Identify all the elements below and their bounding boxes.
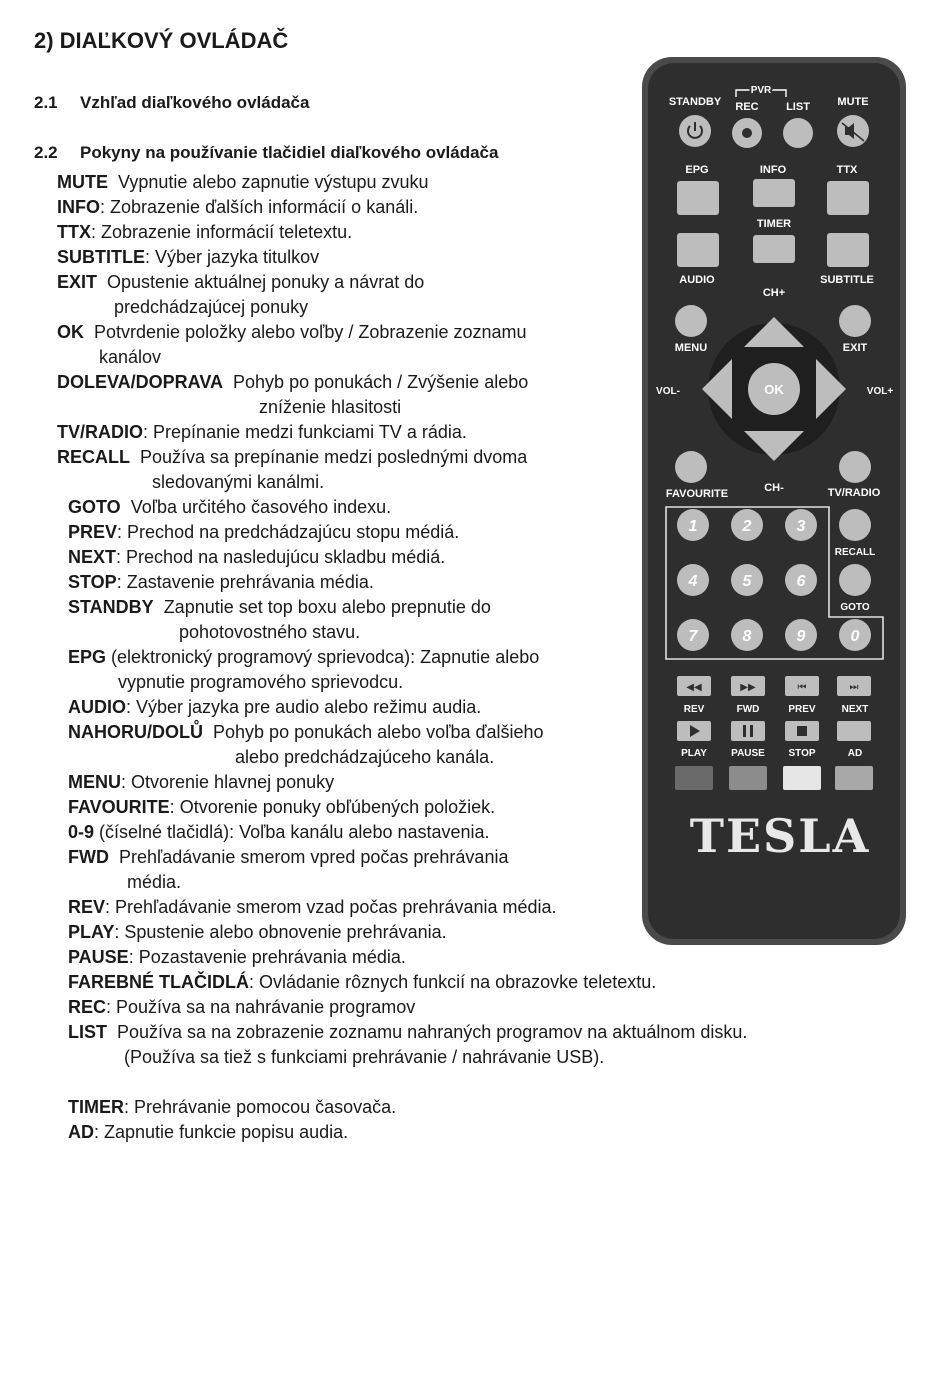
instruction-item	[68, 795, 495, 820]
tv-radio-label: TV/RADIO	[827, 487, 881, 499]
tv-radio-button[interactable]	[839, 451, 871, 483]
instruction-item	[68, 970, 656, 995]
ttx-button[interactable]	[827, 181, 869, 215]
button-description: Otvorenie hlavnej ponuky	[131, 772, 335, 792]
instruction-item	[57, 420, 467, 445]
button-description: Zobrazenie ďalších informácií o kanáli.	[110, 197, 419, 217]
button-key: DOLEVA/DOPRAVA	[57, 372, 224, 392]
ad-button[interactable]	[837, 721, 871, 741]
button-description: (číselné tlačidlá): Voľba kanálu alebo nastavenia.	[99, 822, 490, 842]
exit-button[interactable]	[839, 305, 871, 337]
subtitle-button[interactable]	[827, 233, 869, 267]
separator: :	[169, 797, 180, 817]
digit-label: 2	[742, 518, 752, 535]
separator: :	[124, 1097, 135, 1117]
instruction-item	[68, 495, 391, 520]
ad-label: AD	[847, 748, 863, 759]
audio-button[interactable]	[677, 233, 719, 267]
red-button[interactable]	[675, 766, 713, 790]
recall-button[interactable]	[839, 509, 871, 541]
button-description: Používa sa prepínanie medzi poslednými dvoma	[140, 447, 528, 467]
pause-button[interactable]	[731, 721, 765, 741]
goto-button[interactable]	[839, 564, 871, 596]
digit-label: 5	[742, 573, 752, 590]
button-description: Pohyb po ponukách / Zvýšenie alebo	[233, 372, 529, 392]
button-key: OK	[57, 322, 84, 342]
vol-minus-label: VOL-	[656, 386, 680, 397]
rev-label: REV	[683, 704, 705, 715]
audio-label: AUDIO	[679, 274, 715, 286]
digit-label: 9	[796, 628, 806, 645]
instruction-item	[68, 520, 459, 545]
section-number: 2.1	[34, 93, 58, 112]
digit-label: 4	[688, 573, 698, 590]
separator: :	[100, 197, 111, 217]
instruction-item	[68, 945, 406, 970]
menu-button[interactable]	[675, 305, 707, 337]
instruction-item	[57, 245, 319, 270]
instruction-item	[57, 195, 418, 220]
button-key: STOP	[68, 572, 117, 592]
button-description: Používa sa na zobrazenie zoznamu nahraných programov na aktuálnom disku.	[117, 1022, 748, 1042]
separator: :	[114, 922, 125, 942]
fwd-label: FWD	[736, 704, 760, 715]
digit-label: 8	[742, 628, 752, 645]
instruction-item	[68, 895, 557, 920]
button-description: Ovládanie rôznych funkcií na obrazovke teletextu.	[259, 972, 657, 992]
button-key: TTX	[57, 222, 91, 242]
menu-label: MENU	[674, 342, 708, 354]
page-title: 2) DIAĽKOVÝ OVLÁDAČ	[34, 28, 289, 53]
button-key: AUDIO	[68, 697, 126, 717]
epg-label: EPG	[685, 164, 709, 176]
pause-label: PAUSE	[731, 748, 765, 759]
next-label: NEXT	[841, 704, 869, 715]
separator: :	[106, 997, 117, 1017]
instruction-item	[57, 270, 424, 320]
list-label: LIST	[786, 101, 810, 113]
blue-button[interactable]	[835, 766, 873, 790]
button-key: SUBTITLE	[57, 247, 145, 267]
button-description: Prechod na predchádzajúcu stopu médiá.	[127, 522, 460, 542]
button-key: AD	[68, 1122, 94, 1142]
button-description: Prehľadávanie smerom vpred počas prehrávania	[119, 847, 509, 867]
separator: :	[91, 222, 102, 242]
button-key: EXIT	[57, 272, 98, 292]
button-description: Zapnutie funkcie popisu audia.	[104, 1122, 349, 1142]
ttx-label: TTX	[836, 164, 858, 176]
instruction-item	[68, 1095, 396, 1120]
button-description: Otvorenie ponuky obľúbených položiek.	[179, 797, 496, 817]
digit-label: 0	[850, 628, 860, 645]
info-button[interactable]	[753, 179, 795, 207]
button-key: REC	[68, 997, 107, 1017]
button-description: Zastavenie prehrávania média.	[126, 572, 374, 592]
record-icon	[742, 128, 752, 138]
recall-label: RECALL	[834, 547, 876, 558]
section-number: 2.2	[34, 143, 58, 162]
button-key: RECALL	[57, 447, 130, 467]
instruction-item	[68, 995, 415, 1020]
section-2-1	[34, 93, 309, 113]
remote-control	[640, 55, 908, 947]
button-description-continued: (Používa sa tiež s funkciami prehrávanie / nahrávanie USB).	[124, 1047, 605, 1067]
rec-label: REC	[735, 101, 759, 113]
separator	[109, 847, 119, 867]
separator	[108, 172, 118, 192]
button-key: FAVOURITE	[68, 797, 170, 817]
separator	[121, 497, 131, 517]
button-description: Prepínanie medzi funkciami TV a rádia.	[153, 422, 467, 442]
button-key: STANDBY	[68, 597, 154, 617]
instruction-item	[68, 770, 334, 795]
ok-label: OK	[764, 382, 784, 397]
separator: :	[116, 547, 127, 567]
pvr-label: PVR	[750, 85, 772, 96]
section-title: Pokyny na používanie tlačidiel diaľkového ovládača	[80, 143, 499, 162]
button-key: PREV	[68, 522, 118, 542]
pause-icon	[743, 725, 746, 737]
instruction-item	[68, 570, 374, 595]
timer-label: TIMER	[756, 218, 792, 230]
digit-label: 6	[796, 573, 806, 590]
skip-previous-icon: ⏮	[797, 682, 807, 693]
instruction-item	[68, 545, 445, 570]
button-description-continued: pohotovostného stavu.	[179, 622, 361, 642]
separator: :	[143, 422, 154, 442]
button-key: MUTE	[57, 172, 108, 192]
button-key: MENU	[68, 772, 121, 792]
button-key: PAUSE	[68, 947, 129, 967]
separator	[154, 597, 164, 617]
skip-next-icon: ⏭	[849, 682, 859, 693]
button-key: EPG	[68, 647, 107, 667]
button-key: GOTO	[68, 497, 121, 517]
instruction-item	[57, 170, 429, 195]
ch-minus-label: CH-	[764, 482, 784, 494]
instruction-item	[57, 370, 528, 420]
instruction-item	[68, 720, 544, 770]
button-description: Prehrávanie pomocou časovača.	[134, 1097, 397, 1117]
mute-label: MUTE	[837, 96, 869, 108]
button-key: LIST	[68, 1022, 107, 1042]
epg-button[interactable]	[677, 181, 719, 215]
button-description-continued: média.	[127, 872, 182, 892]
vol-plus-label: VOL+	[866, 386, 894, 397]
list-button[interactable]	[783, 118, 813, 148]
button-key: TIMER	[68, 1097, 124, 1117]
button-description: Prehľadávanie smerom vzad počas prehrávania média.	[115, 897, 557, 917]
button-description: Potvrdenie položky alebo voľby / Zobrazenie zoznamu	[94, 322, 527, 342]
button-description: Používa sa na nahrávanie programov	[116, 997, 416, 1017]
button-description-continued: sledovanými kanálmi.	[152, 472, 325, 492]
button-description: Výber jazyka pre audio alebo režimu audia.	[136, 697, 482, 717]
button-description: Pozastavenie prehrávania média.	[138, 947, 406, 967]
separator	[107, 1022, 117, 1042]
button-description: Opustenie aktuálnej ponuky a návrat do	[107, 272, 425, 292]
instruction-item	[68, 695, 481, 720]
section-2-2	[34, 143, 498, 163]
stop-icon	[797, 726, 807, 736]
standby-label: STANDBY	[668, 96, 722, 108]
prev-label: PREV	[788, 704, 816, 715]
instruction-item	[68, 1020, 747, 1070]
button-description: Spustenie alebo obnovenie prehrávania.	[124, 922, 447, 942]
pause-icon-bar	[750, 725, 753, 737]
green-button[interactable]	[729, 766, 767, 790]
yellow-button[interactable]	[783, 766, 821, 790]
button-description: Zobrazenie informácií teletextu.	[101, 222, 353, 242]
separator	[203, 722, 213, 742]
button-description: (elektronický programový sprievodca): Zapnutie alebo	[111, 647, 540, 667]
button-key: 0-9	[68, 822, 95, 842]
button-key: PLAY	[68, 922, 115, 942]
subtitle-label: SUBTITLE	[820, 274, 874, 286]
brand-logo: TESLA	[689, 809, 871, 863]
button-description: Voľba určitého časového indexu.	[130, 497, 392, 517]
separator	[130, 447, 140, 467]
separator	[97, 272, 107, 292]
separator: :	[249, 972, 260, 992]
separator: :	[117, 522, 128, 542]
favourite-label: FAVOURITE	[665, 488, 729, 500]
button-key: REV	[68, 897, 106, 917]
separator: :	[128, 947, 139, 967]
digit-label: 3	[796, 518, 806, 535]
digit-label: 7	[688, 628, 698, 645]
button-key: FWD	[68, 847, 109, 867]
separator: :	[105, 897, 116, 917]
button-description-continued: zníženie hlasitosti	[259, 397, 402, 417]
separator	[223, 372, 233, 392]
exit-label: EXIT	[842, 342, 868, 354]
favourite-button[interactable]	[675, 451, 707, 483]
button-key: TV/RADIO	[57, 422, 144, 442]
stop-label: STOP	[788, 748, 816, 759]
separator: :	[94, 1122, 105, 1142]
digit-label: 1	[688, 518, 698, 535]
fast-forward-icon: ▶▶	[740, 682, 756, 693]
separator	[84, 322, 94, 342]
button-key: NEXT	[68, 547, 117, 567]
instruction-item	[68, 820, 490, 845]
goto-label: GOTO	[840, 602, 870, 613]
timer-button[interactable]	[753, 235, 795, 263]
instruction-item	[68, 845, 508, 895]
instruction-item	[57, 220, 352, 245]
remote-control-image	[640, 55, 908, 947]
button-description: Vypnutie alebo zapnutie výstupu zvuku	[118, 172, 429, 192]
button-key: NAHORU/DOLŮ	[68, 722, 203, 742]
instruction-item	[68, 920, 447, 945]
button-key: FAREBNÉ TLAČIDLÁ	[68, 972, 249, 992]
instruction-item	[57, 320, 527, 370]
button-description: Pohyb po ponukách alebo voľba ďalšieho	[213, 722, 544, 742]
button-key: INFO	[57, 197, 100, 217]
separator: :	[116, 572, 127, 592]
rewind-icon: ◀◀	[686, 682, 702, 693]
instruction-item	[57, 445, 527, 495]
button-description-continued: predchádzajúcej ponuky	[114, 297, 309, 317]
button-description-continued: alebo predchádzajúceho kanála.	[235, 747, 495, 767]
button-description: Prechod na nasledujúcu skladbu médiá.	[126, 547, 446, 567]
separator: :	[121, 772, 132, 792]
button-description: Výber jazyka titulkov	[155, 247, 320, 267]
ch-plus-label: CH+	[762, 287, 786, 299]
instruction-item	[68, 1120, 348, 1145]
button-description-continued: vypnutie programového sprievodcu.	[118, 672, 404, 692]
instruction-item	[68, 645, 539, 695]
info-label: INFO	[759, 164, 787, 176]
section-title: Vzhľad diaľkového ovládača	[80, 93, 310, 112]
separator: :	[126, 697, 137, 717]
button-description: Zapnutie set top boxu alebo prepnutie do	[163, 597, 491, 617]
button-description-continued: kanálov	[99, 347, 162, 367]
separator: :	[145, 247, 156, 267]
instruction-item	[68, 595, 491, 645]
play-label: PLAY	[681, 748, 707, 759]
